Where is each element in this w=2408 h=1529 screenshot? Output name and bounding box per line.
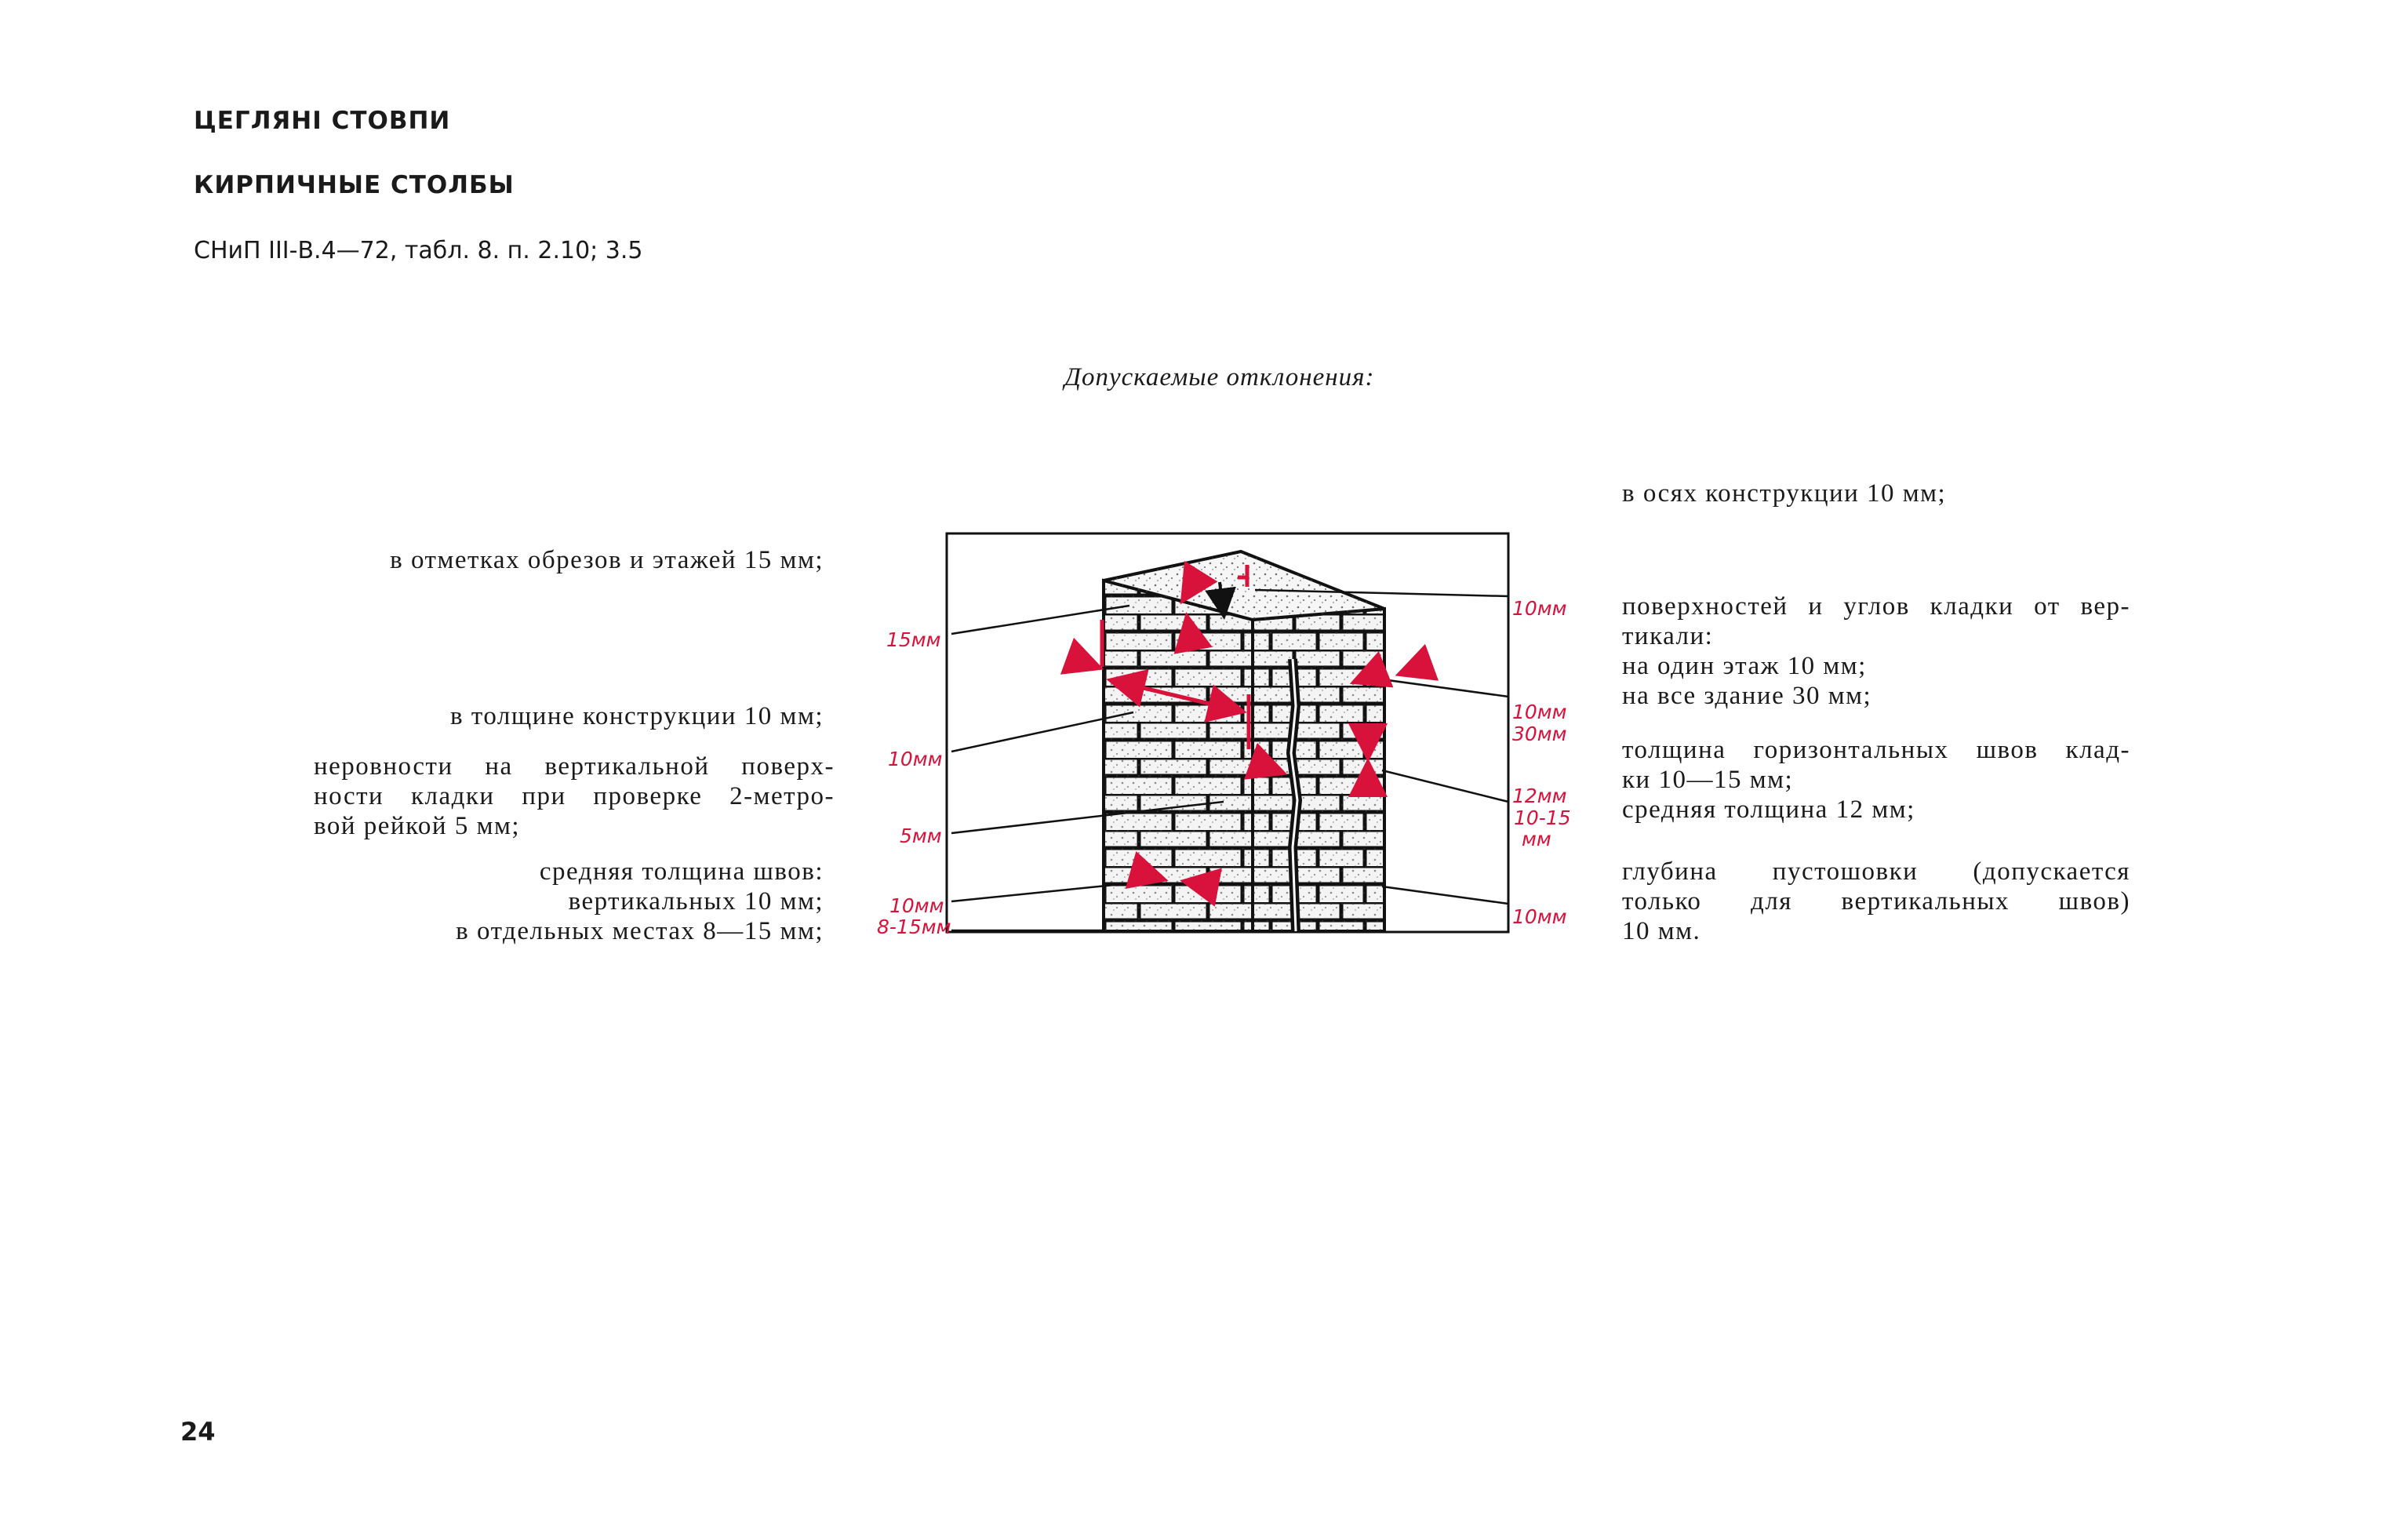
note-axes-text: в осях конструкции 10 мм; [1622, 479, 1947, 508]
note-depth-line: глубина пустошовки (допускается [1622, 857, 2130, 886]
note-joints-line: вертикальных 10 мм; [568, 887, 824, 916]
note-unevenness-line: неровности на вертикальной поверх- [314, 752, 835, 781]
label-left-5mm: 5мм [900, 825, 942, 847]
note-depth-line: только для вертикальных швов) [1622, 887, 2130, 916]
label-right-10mm-b: 10мм [1512, 701, 1567, 723]
note-depth-line: 10 мм. [1622, 917, 1701, 945]
page-number: 24 [180, 1417, 216, 1447]
note-vertical-line: на один этаж 10 мм; [1622, 652, 1867, 680]
note-joints-line: средняя толщина швов: [539, 857, 824, 886]
title-russian: КИРПИЧНЫЕ СТОЛБЫ [194, 171, 515, 199]
note-vertical-line: тикали: [1622, 622, 1714, 650]
label-left-8-15mm: 8-15мм [877, 916, 951, 938]
label-right-10mm: 10мм [1512, 597, 1567, 620]
note-joints-line: в отдельных местах 8—15 мм; [456, 917, 824, 945]
label-right-mm: мм [1522, 828, 1551, 850]
label-left-10mm-b: 10мм [889, 894, 944, 917]
note-vertical-line: поверхностей и углов кладки от вер- [1622, 592, 2130, 621]
note-horizontal-line: средняя толщина 12 мм; [1622, 795, 1915, 824]
standard-reference: СНиП III-В.4—72, табл. 8. п. 2.10; 3.5 [194, 237, 643, 264]
note-unevenness-line: ности кладки при проверке 2-метро- [314, 782, 835, 810]
note-unevenness-line: вой рейкой 5 мм; [314, 812, 521, 840]
label-right-10-15: 10-15 [1514, 806, 1571, 829]
label-right-10mm-c: 10мм [1512, 905, 1567, 928]
note-marks-text: в отметках обрезов и этажей 15 мм; [390, 546, 824, 574]
note-vertical-line: на все здание 30 мм; [1622, 682, 1872, 710]
note-horizontal-line: толщина горизонтальных швов клад- [1622, 736, 2130, 764]
note-thickness-text: в толщине конструкции 10 мм; [450, 702, 824, 730]
label-left-10mm: 10мм [888, 748, 943, 770]
label-right-30mm: 30мм [1512, 723, 1567, 745]
title-ukrainian: ЦЕГЛЯНІ СТОВПИ [194, 107, 451, 135]
figure-caption: Допускаемые отклонения: [1064, 363, 1375, 391]
label-left-15mm: 15мм [886, 628, 941, 651]
label-right-12mm: 12мм [1512, 785, 1567, 807]
note-horizontal-line: ки 10—15 мм; [1622, 766, 1794, 794]
